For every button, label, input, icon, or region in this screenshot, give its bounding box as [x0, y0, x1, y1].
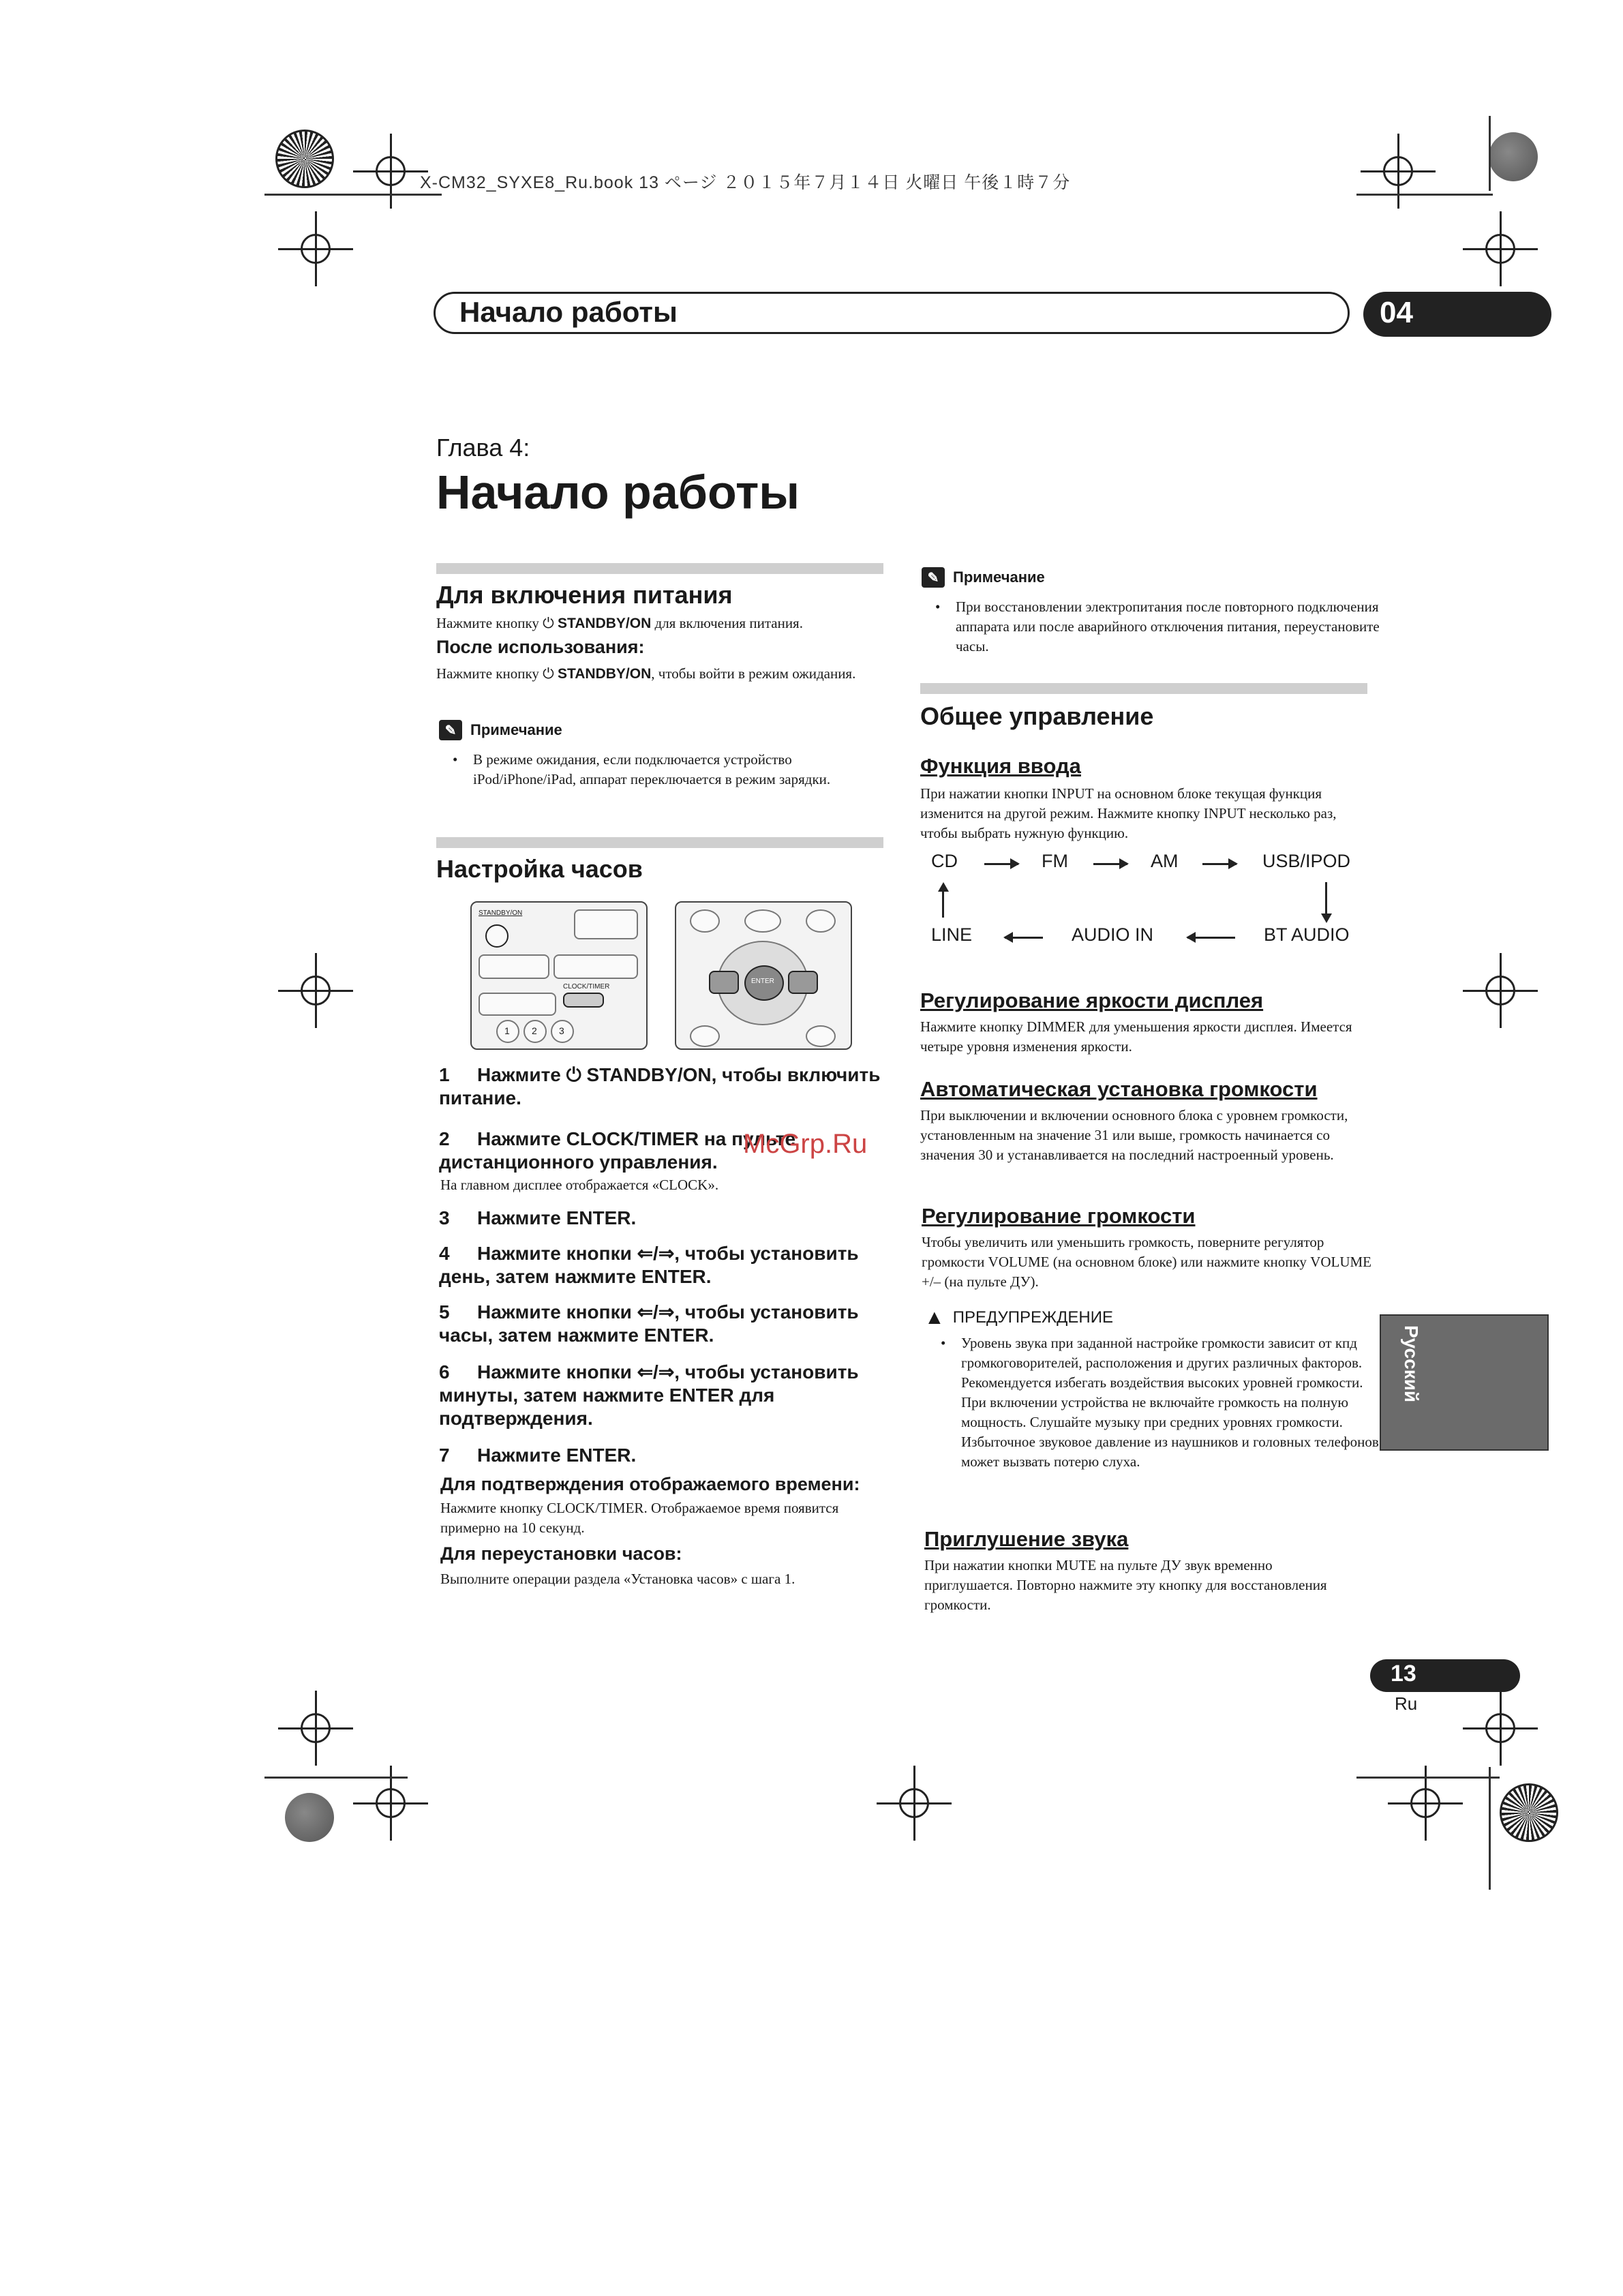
- crosshair-bottom-center: [877, 1766, 952, 1841]
- remote-button: [806, 1025, 836, 1047]
- remote-illustration-right: [675, 901, 852, 1050]
- general-section-title: Общее управление: [920, 702, 1154, 730]
- watermark: McGrp.Ru: [743, 1129, 868, 1159]
- flow-line: LINE: [931, 924, 973, 945]
- crosshair-left-lower: [278, 1691, 353, 1766]
- remote-clock-timer-button: [563, 993, 604, 1008]
- remote-right-arrow-button: [788, 971, 818, 994]
- volume-title: Регулирование громкости: [922, 1204, 1196, 1228]
- crosshair-top-right: [1361, 134, 1436, 209]
- remote-button: [744, 909, 781, 933]
- auto-volume-text: При выключении и включении основного блока с уровнем громкости, установленным на значение 31 или выше, громкость начинается со значения 30 и устанавливается на последний настроенный уровень.: [920, 1107, 1348, 1163]
- confirm-time-text: Нажмите кнопку CLOCK/TIMER. Отображаемое время появится примерно на 10 секунд.: [440, 1500, 839, 1536]
- remote-label-enter: ENTER: [751, 978, 774, 985]
- registration-dot-top-right: [1489, 132, 1538, 181]
- crosshair-top-left: [353, 134, 428, 209]
- section-divider: [436, 837, 883, 848]
- input-function-title: Функция ввода: [920, 754, 1081, 778]
- crop-line: [264, 1777, 408, 1779]
- crosshair-right-lower: [1463, 1691, 1538, 1766]
- right-note-header: ✎ Примечание: [922, 567, 1045, 588]
- mute-text: При нажатии кнопки MUTE на пульте ДУ звук временно приглушается. Повторно нажмите эту кнопку для восстановления громкости.: [924, 1557, 1327, 1613]
- remote-label-1: 1: [504, 1025, 510, 1036]
- clock-step-1: 1 Нажмите ⏻ STANDBY/ON, чтобы включить питание.: [439, 1064, 881, 1108]
- after-use-title: После использования:: [436, 637, 645, 657]
- dimmer-text: Нажмите кнопку DIMMER для уменьшения яркости дисплея. Имеется четыре уровня изменения яркости.: [920, 1018, 1352, 1055]
- remote-button: [690, 909, 720, 933]
- remote-label-3: 3: [559, 1025, 564, 1036]
- page-language: Ru: [1395, 1693, 1418, 1714]
- confirm-time-title: Для подтверждения отображаемого времени:: [440, 1474, 860, 1494]
- chapter-number: 04: [1380, 296, 1413, 329]
- chapter-label: Глава 4:: [436, 434, 530, 462]
- crop-line: [1489, 1767, 1491, 1890]
- remote-left-arrow-button: [709, 971, 739, 994]
- remote-power-button: [485, 924, 509, 948]
- flow-cd: CD: [931, 851, 958, 871]
- remote-illustration-left: [470, 901, 648, 1050]
- remote-button: [479, 993, 556, 1016]
- clock-step-2: 2 Нажмите CLOCK/TIMER на пульте дистанционного управления.: [439, 1128, 796, 1173]
- chapter-title: Начало работы: [436, 466, 800, 519]
- language-side-tab-label: Русский: [1401, 1325, 1422, 1403]
- input-function-text: При нажатии кнопки INPUT на основном блоке текущая функция изменится на другой режим. Нажмите кнопку INPUT несколько раз, чтобы выбрать нужную функцию.: [920, 785, 1337, 841]
- note-pencil-icon: ✎: [922, 567, 945, 588]
- crop-line: [264, 194, 442, 196]
- book-info-line: X-CM32_SYXE8_Ru.book 13 ページ ２０１５年７月１４日 火曜日 午後１時７分: [420, 173, 1071, 192]
- crosshair-left-upper: [278, 211, 353, 286]
- reset-clock-text: Выполните операции раздела «Установка часов» с шага 1.: [440, 1571, 795, 1587]
- note-pencil-icon: ✎: [439, 720, 462, 740]
- flow-arrow-right: [984, 863, 1018, 865]
- registration-starburst-top-left: [275, 130, 334, 188]
- flow-usb-ipod: USB/IPOD: [1262, 851, 1351, 871]
- remote-button: [806, 909, 836, 933]
- flow-arrow-right: [1093, 863, 1127, 865]
- flow-arrow-right: [1202, 863, 1237, 865]
- remote-label-clock-timer: CLOCK/TIMER: [563, 983, 610, 991]
- clock-section-title: Настройка часов: [436, 855, 643, 883]
- clock-step-4: 4 Нажмите кнопки ⇐/⇒, чтобы установить день, затем нажмите ENTER.: [439, 1243, 859, 1287]
- reset-clock-title: Для переустановки часов:: [440, 1543, 682, 1564]
- flow-arrow-down: [1325, 882, 1327, 918]
- clock-step-6: 6 Нажмите кнопки ⇐/⇒, чтобы установить минуты, затем нажмите ENTER для подтверждения.: [439, 1361, 859, 1429]
- crosshair-left-middle: [278, 953, 353, 1028]
- remote-label-2: 2: [532, 1025, 537, 1036]
- flow-arrowhead-up: [938, 882, 949, 892]
- remote-button: [690, 1025, 720, 1047]
- clock-step-5: 5 Нажмите кнопки ⇐/⇒, чтобы установить часы, затем нажмите ENTER.: [439, 1301, 859, 1346]
- power-section-title: Для включения питания: [436, 581, 733, 609]
- section-divider: [436, 563, 883, 574]
- warning-header: ▲ ПРЕДУПРЕЖДЕНИЕ: [924, 1306, 1114, 1329]
- warning-triangle-icon: ▲: [924, 1306, 945, 1329]
- power-note-header: ✎ Примечание: [439, 720, 562, 740]
- section-divider: [920, 683, 1367, 694]
- volume-text: Чтобы увеличить или уменьшить громкость, поверните регулятор громкости VOLUME (на основном блоке) или нажмите кнопку VOLUME +/– (на пульте ДУ).: [922, 1234, 1371, 1290]
- power-text: Нажмите кнопку ⏻ STANDBY/ON для включения питания.: [436, 615, 803, 631]
- clock-step-2-sub: На главном дисплее отображается «CLOCK».: [440, 1177, 719, 1193]
- registration-starburst-bottom-right: [1500, 1783, 1558, 1842]
- clock-step-7: 7 Нажмите ENTER.: [439, 1445, 637, 1466]
- crop-line: [1356, 194, 1493, 196]
- dimmer-title: Регулирование яркости дисплея: [920, 988, 1264, 1012]
- mute-title: Приглушение звука: [924, 1527, 1129, 1551]
- crosshair-right-middle: [1463, 953, 1538, 1028]
- clock-step-3: 3 Нажмите ENTER.: [439, 1207, 637, 1228]
- after-use-text: Нажмите кнопку ⏻ STANDBY/ON, чтобы войти в режим ожидания.: [436, 665, 856, 682]
- crop-line: [1356, 1777, 1500, 1779]
- flow-bt-audio: BT AUDIO: [1264, 924, 1350, 945]
- right-note-text: • При восстановлении электропитания после повторного подключения аппарата или после аварийного отключения питания, переустановите часы.: [935, 599, 1380, 654]
- page-number: 13: [1391, 1661, 1416, 1687]
- flow-am: AM: [1151, 851, 1179, 871]
- flow-fm: FM: [1042, 851, 1068, 871]
- flow-arrow-left: [1005, 937, 1043, 939]
- remote-button: [574, 909, 638, 939]
- header-title: Начало работы: [459, 296, 678, 328]
- warning-text: • Уровень звука при заданной настройке громкости зависит от кпд громкоговорителей, расположения и других различных факторов. Рекомендуется избегать воздействия высоких уровней громкости. При включении устройства не включайте громкость на полную мощность. Слушайте музыку при средних уровнях громкости. Избыточное звуковое давление из наушников и головных телефонов может вызвать потерю слуха.: [941, 1335, 1379, 1470]
- remote-button: [479, 954, 549, 979]
- registration-dot-bottom-left: [285, 1793, 334, 1842]
- auto-volume-title: Автоматическая установка громкости: [920, 1077, 1318, 1101]
- crosshair-right-upper: [1463, 211, 1538, 286]
- crop-line: [1489, 116, 1491, 191]
- flow-arrow-left: [1187, 937, 1235, 939]
- power-note-text: • В режиме ожидания, если подключается устройство iPod/iPhone/iPad, аппарат переключается в режим зарядки.: [453, 751, 831, 787]
- remote-button: [553, 954, 638, 979]
- flow-arrowhead-down: [1321, 913, 1332, 923]
- remote-label-standby: STANDBY/ON: [479, 909, 523, 917]
- flow-audio-in: AUDIO IN: [1072, 924, 1154, 945]
